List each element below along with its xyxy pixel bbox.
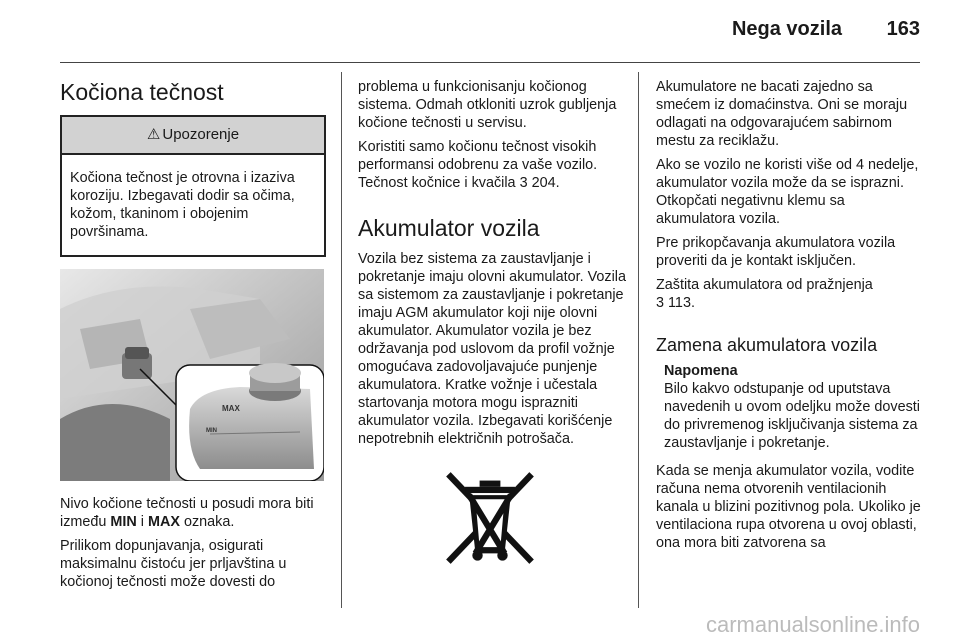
paragraph-continuation: problema u funkcionisanju kočionog sistema. Odmah otkloniti uzrok gubljenja kočione tečnosti u servisu. xyxy=(358,79,617,131)
column-divider xyxy=(638,72,639,608)
max-mark-label: MAX xyxy=(222,404,240,413)
paragraph-approved-fluid xyxy=(358,138,626,192)
paragraph-disposal: Akumulatore ne bacati zajedno sa smećem iz domaćinstva. Oni se moraju odlagati na odgovarajućem sabirnom mestu za reciklažu. xyxy=(656,79,908,149)
section-heading-battery-replacement: Zamena akumulatora vozila xyxy=(656,335,878,355)
warning-header xyxy=(62,117,324,155)
column-divider xyxy=(341,72,342,608)
warning-title: Upozorenje xyxy=(162,126,240,143)
brake-fluid-reservoir-photo xyxy=(60,269,324,481)
watermark: carmanualsonline.info xyxy=(705,612,920,637)
section-heading-battery: Akumulator vozila xyxy=(358,215,540,241)
note-block xyxy=(664,362,922,452)
warning-triangle-icon: ⚠ xyxy=(146,126,161,143)
paragraph-topping-up: Prilikom dopunjavanja, osigurati maksimalnu čistoću jer prljavština u kočionoj tečnosti može dovesti do xyxy=(60,538,287,590)
header-rule xyxy=(60,62,920,63)
page-reference-link[interactable]: 3 113. xyxy=(656,295,695,311)
max-label: MAX xyxy=(147,514,180,530)
text-run: Nivo kočione tečnosti u posudi mora biti između xyxy=(60,496,314,530)
page-number: 163 xyxy=(886,18,920,40)
paragraph-fluid-level xyxy=(60,495,324,531)
paragraph-discharge: Ako se vozilo ne koristi više od 4 nedelje, akumulator vozila može da se isprazni. Otkopčati negativnu klemu sa akumulatora vozila. xyxy=(656,157,919,227)
note-text: Bilo kakvo odstupanje od uputstava navedenih u ovom odeljku može dovesti do privremenog isključivanja sistema za zaustavljanje i pokretanje. xyxy=(664,381,920,451)
text-run: oznaka. xyxy=(179,514,235,530)
text-run: Koristiti samo kočionu tečnost visokih performansi odobrenu za vaše vozilo. Tečnost kočnice i kvačila xyxy=(358,139,598,191)
column-1 xyxy=(60,78,324,597)
section-heading-brake-fluid: Kočiona tečnost xyxy=(60,79,224,105)
text-run: i xyxy=(136,514,148,530)
page-reference-link[interactable]: 3 204. xyxy=(519,175,560,191)
min-mark-label: MIN xyxy=(206,428,217,434)
column-3 xyxy=(656,78,922,558)
warning-text: Kočiona tečnost je otrovna i izaziva koroziju. Izbegavati dodir sa očima, kožom, tkaninom i obojenim površinama. xyxy=(70,170,295,240)
min-label: MIN xyxy=(110,514,137,530)
paragraph-battery-types: Vozila bez sistema za zaustavljanje i pokretanje imaju olovni akumulator. Vozila sa sistemom za zaustavljanje i pokretanje imaju AGM akumulator koji nije olovni akumulator. Akumulator vozila je bez održavanja pod uslovom da profil vožnje omogućava zadovoljavajuće punjenje akumulatora. Kratke vožnje i učestala startovanja motora mogu isprazniti akumulator vozila. Izbegavati korišćenje nepotrebnih električnih potrošača. xyxy=(358,251,626,447)
crossed-out-bin-icon xyxy=(438,466,542,570)
text-run: Zaštita akumulatora od pražnjenja xyxy=(656,277,873,293)
warning-box xyxy=(60,115,326,257)
paragraph-protection xyxy=(656,276,922,312)
paragraph-ignition: Pre prikopčavanja akumulatora vozila proveriti da je kontakt isključen. xyxy=(656,235,896,269)
paragraph-replacement: Kada se menja akumulator vozila, vodite računa nema otvorenih ventilacionih kanala u blizini pozitivnog pola. Ukoliko je ventilaciona rupa otvorena u ovoj oblasti, ona mora biti zatvorena sa xyxy=(656,463,921,551)
running-title: Nega vozila xyxy=(731,18,842,40)
column-2 xyxy=(358,78,626,570)
note-title: Napomena xyxy=(664,363,738,379)
page-header xyxy=(0,0,960,62)
